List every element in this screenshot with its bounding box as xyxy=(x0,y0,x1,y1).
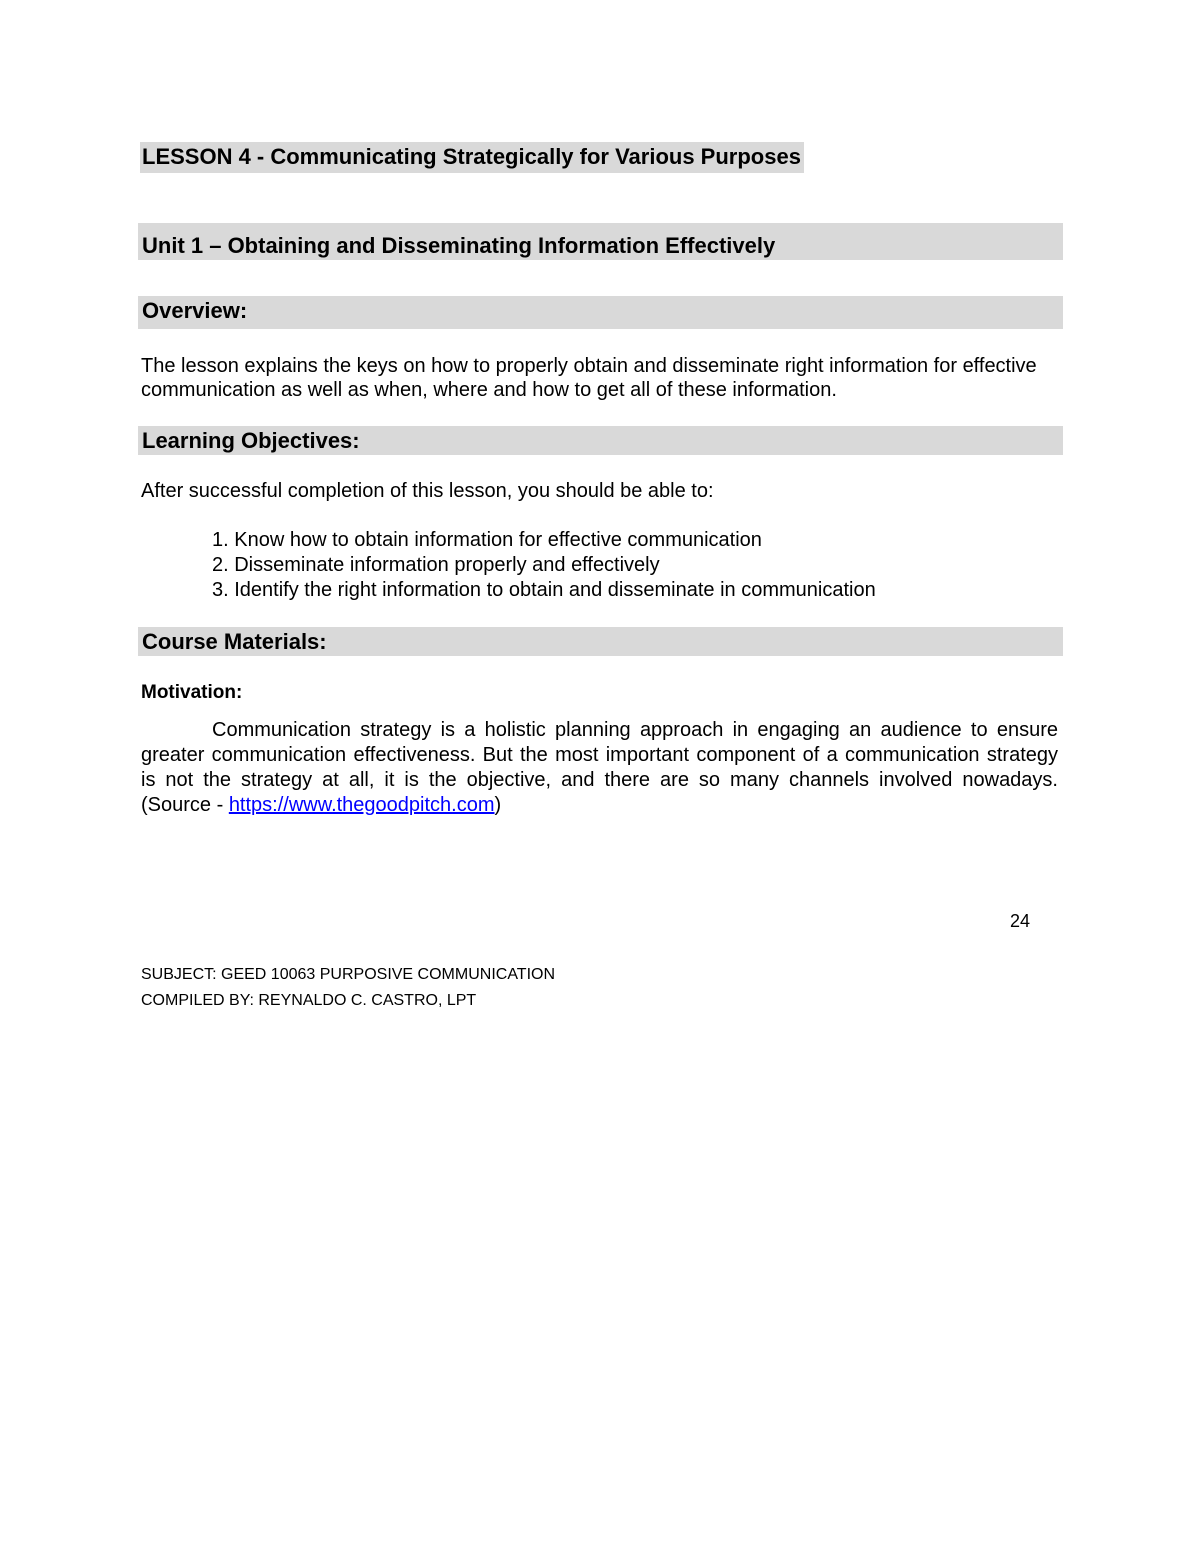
overview-text: The lesson explains the keys on how to properly obtain and disseminate right information for effective communication as well as when, where and how to get all of these information. xyxy=(141,355,1037,401)
objectives-list xyxy=(212,528,876,603)
source-close: ) xyxy=(494,794,502,816)
footer-subject: SUBJECT: GEED 10063 PURPOSIVE COMMUNICATION xyxy=(141,966,556,983)
lesson-title: LESSON 4 - Communicating Strategically for Various Purposes xyxy=(140,142,804,173)
unit-title: Unit 1 – Obtaining and Disseminating Information Effectively xyxy=(142,233,776,258)
objective-item: 2. Disseminate information properly and effectively xyxy=(212,554,660,576)
objective-item: 1. Know how to obtain information for effective communication xyxy=(212,529,762,551)
page-number: 24 xyxy=(1010,911,1031,931)
source-link[interactable]: https://www.thegoodpitch.com xyxy=(228,794,495,816)
motivation-heading: Motivation: xyxy=(141,682,243,703)
materials-heading: Course Materials: xyxy=(142,629,327,654)
objectives-intro: After successful completion of this lesson, you should be able to: xyxy=(141,480,714,502)
motivation-text: Communication strategy is a holistic planning approach in engaging an audience to ensure greater communication effectiveness. But the most important component of a communication strategy is not the strategy at all, it is the objective, and there are so many channels involved nowadays. (Source - xyxy=(141,719,1058,816)
footer-compiled-by: COMPILED BY: REYNALDO C. CASTRO, LPT xyxy=(141,992,477,1009)
overview-heading: Overview: xyxy=(142,298,248,323)
objectives-heading: Learning Objectives: xyxy=(142,428,360,453)
objective-item: 3. Identify the right information to obtain and disseminate in communication xyxy=(212,579,876,601)
overview-heading-band xyxy=(138,296,1063,329)
motivation-paragraph xyxy=(141,718,1058,818)
